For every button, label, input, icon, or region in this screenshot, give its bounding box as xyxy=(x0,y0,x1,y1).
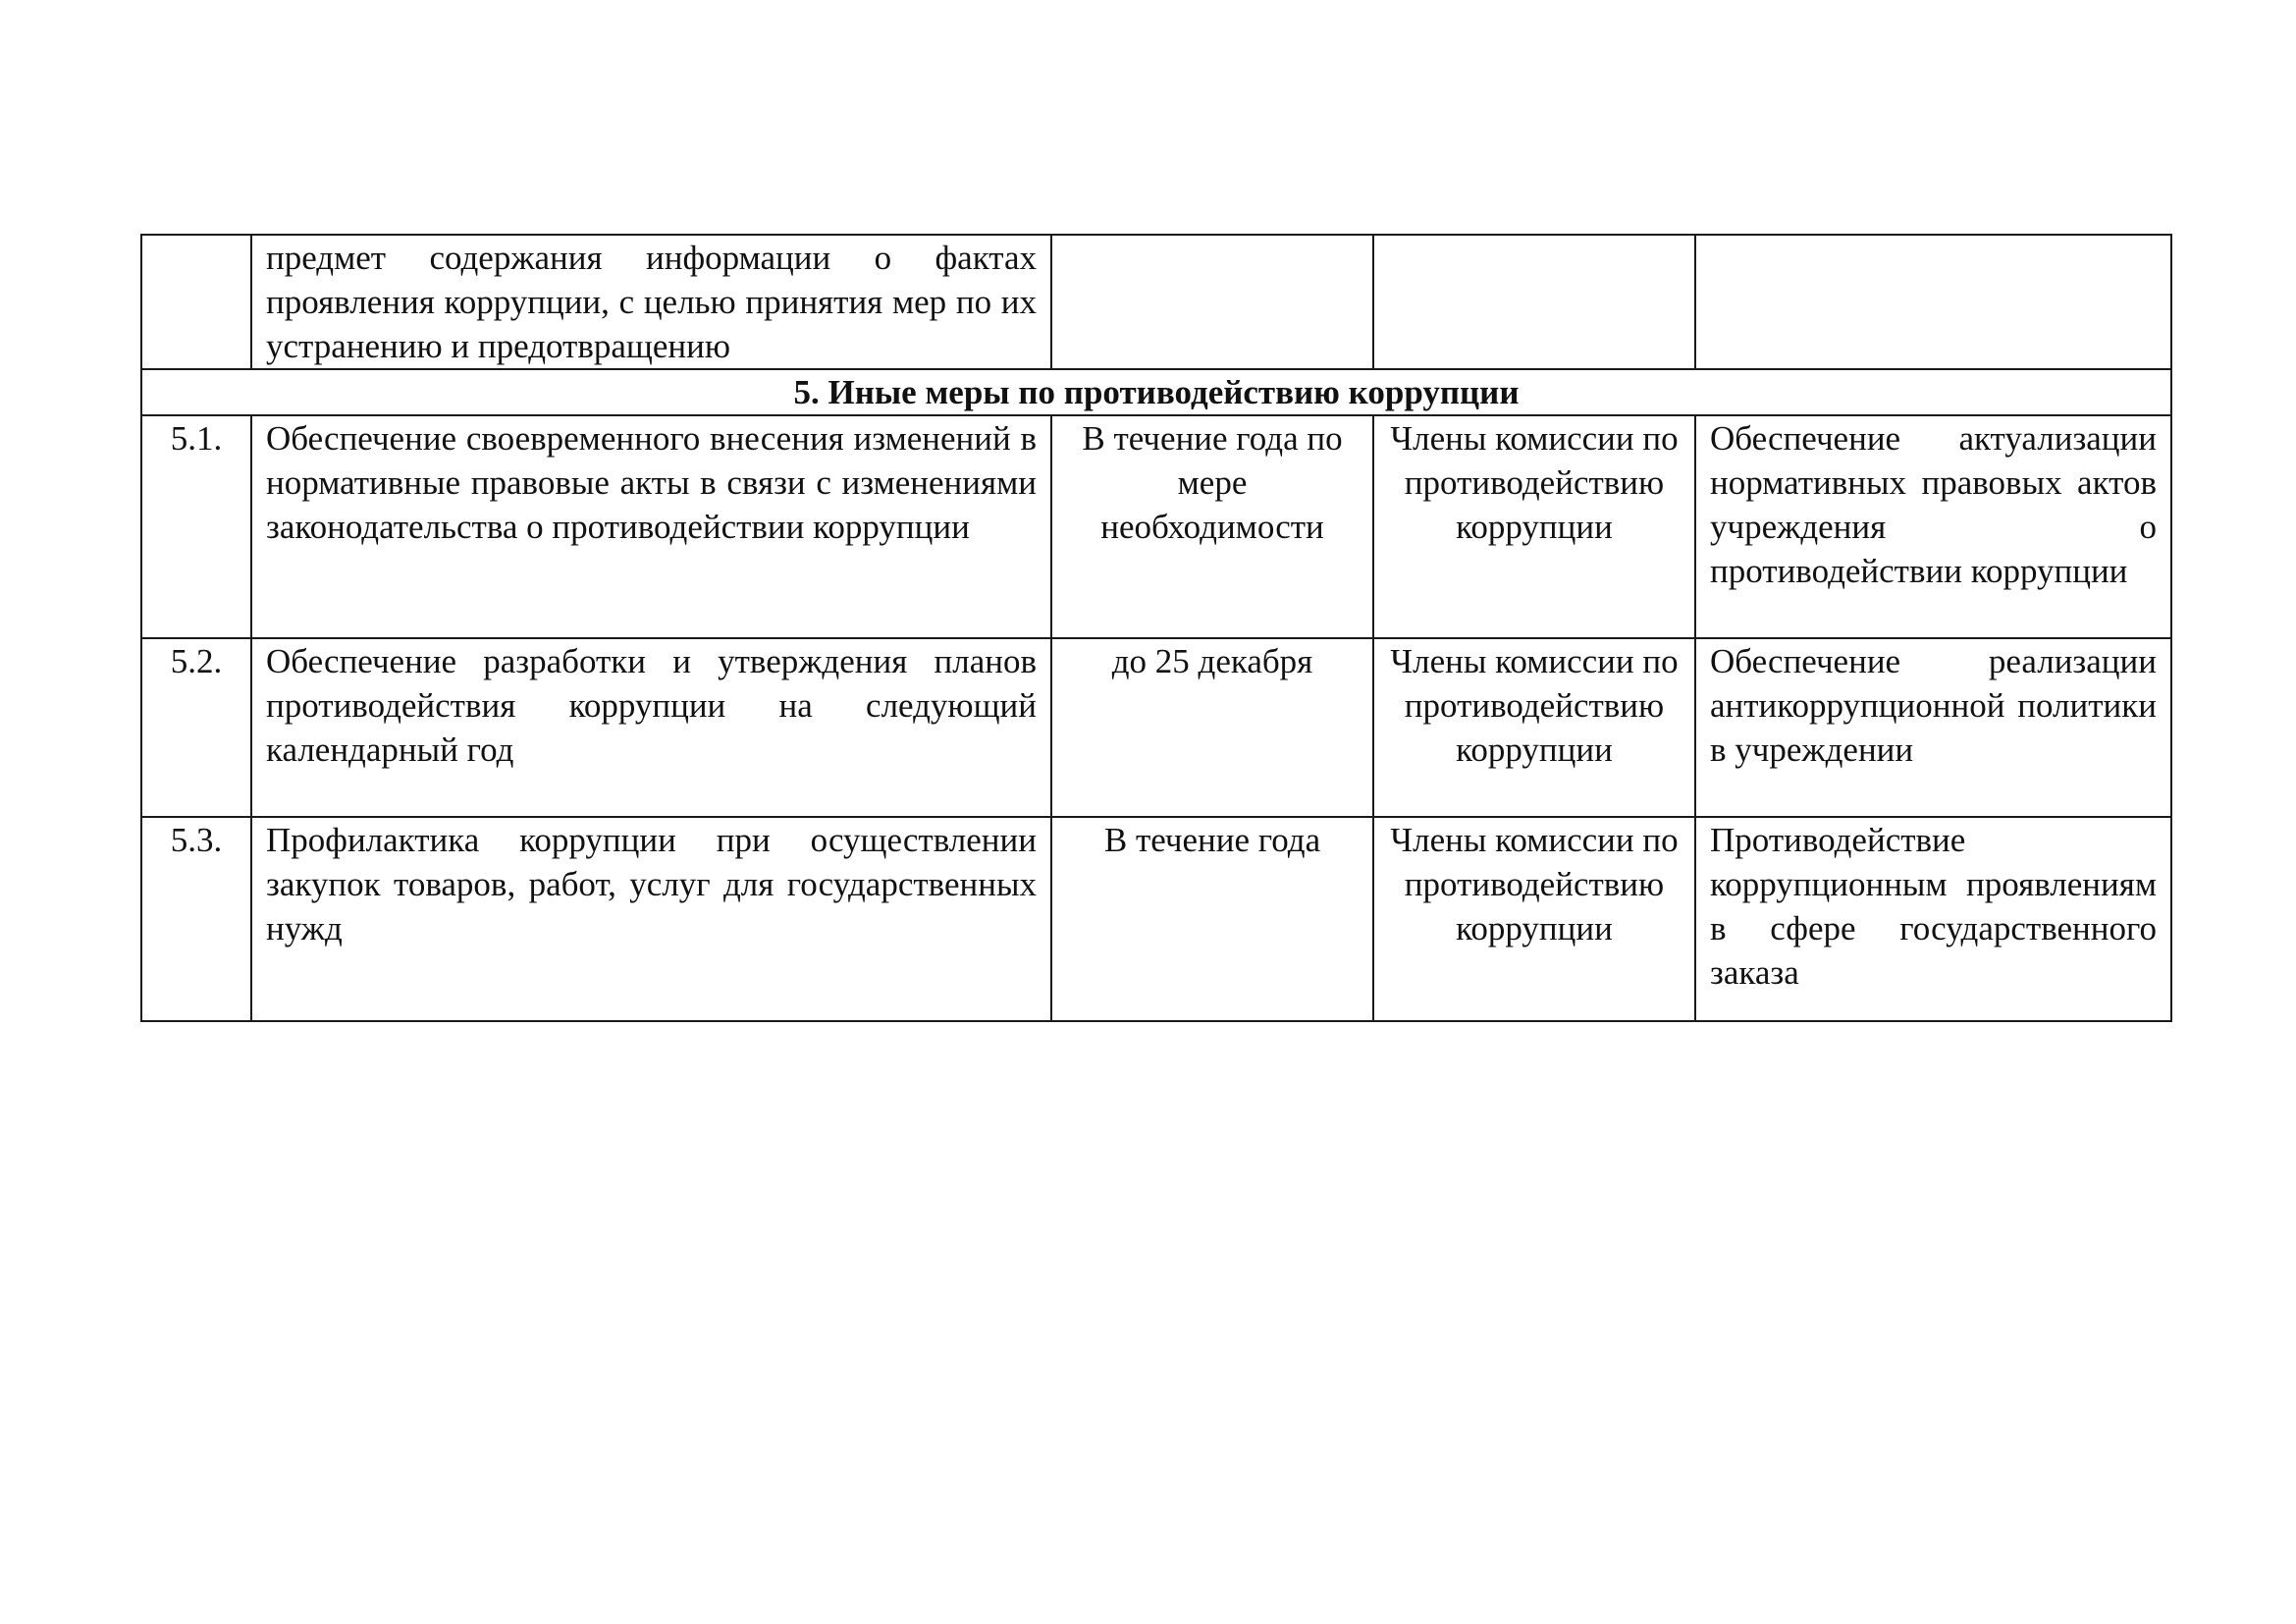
table-row xyxy=(141,638,2171,817)
cell-number: 5.3. xyxy=(141,817,251,1021)
cell-number: 5.2. xyxy=(141,638,251,817)
cell-responsible: Члены комиссии по противодействию коррупции xyxy=(1373,817,1695,1021)
section-title: 5. Иные меры по противодействию коррупции xyxy=(141,369,2171,415)
table-row xyxy=(141,817,2171,1021)
cell-result: Противодействие коррупционным проявлениям в сфере государственного заказа xyxy=(1695,817,2171,1021)
measures-table xyxy=(140,234,2172,1022)
cell-number: 5.1. xyxy=(141,415,251,638)
cell-term: В течение года по мере необходимости xyxy=(1051,415,1373,638)
table-row xyxy=(141,415,2171,638)
section-heading-row xyxy=(141,369,2171,415)
cell-term xyxy=(1051,235,1373,369)
cell-result: Обеспечение реализации антикоррупционной политики в учреждении xyxy=(1695,638,2171,817)
cell-activity: Профилактика коррупции при осуществлении закупок товаров, работ, услуг для государственных нужд xyxy=(251,817,1051,1021)
table-row-continuation xyxy=(141,235,2171,369)
cell-activity: Обеспечение разработки и утверждения планов противодействия коррупции на следующий календарный год xyxy=(251,638,1051,817)
cell-term: В течение года xyxy=(1051,817,1373,1021)
cell-activity: предмет содержания информации о фактах проявления коррупции, с целью принятия мер по их устранению и предотвращению xyxy=(251,235,1051,369)
cell-activity: Обеспечение своевременного внесения изменений в нормативные правовые акты в связи с изменениями законодательства о противодействии коррупции xyxy=(251,415,1051,638)
cell-result xyxy=(1695,235,2171,369)
cell-responsible: Члены комиссии по противодействию коррупции xyxy=(1373,638,1695,817)
cell-responsible xyxy=(1373,235,1695,369)
cell-result: Обеспечение актуализации нормативных правовых актов учреждения о противодействии коррупции xyxy=(1695,415,2171,638)
cell-responsible: Члены комиссии по противодействию коррупции xyxy=(1373,415,1695,638)
cell-number xyxy=(141,235,251,369)
cell-term: до 25 декабря xyxy=(1051,638,1373,817)
